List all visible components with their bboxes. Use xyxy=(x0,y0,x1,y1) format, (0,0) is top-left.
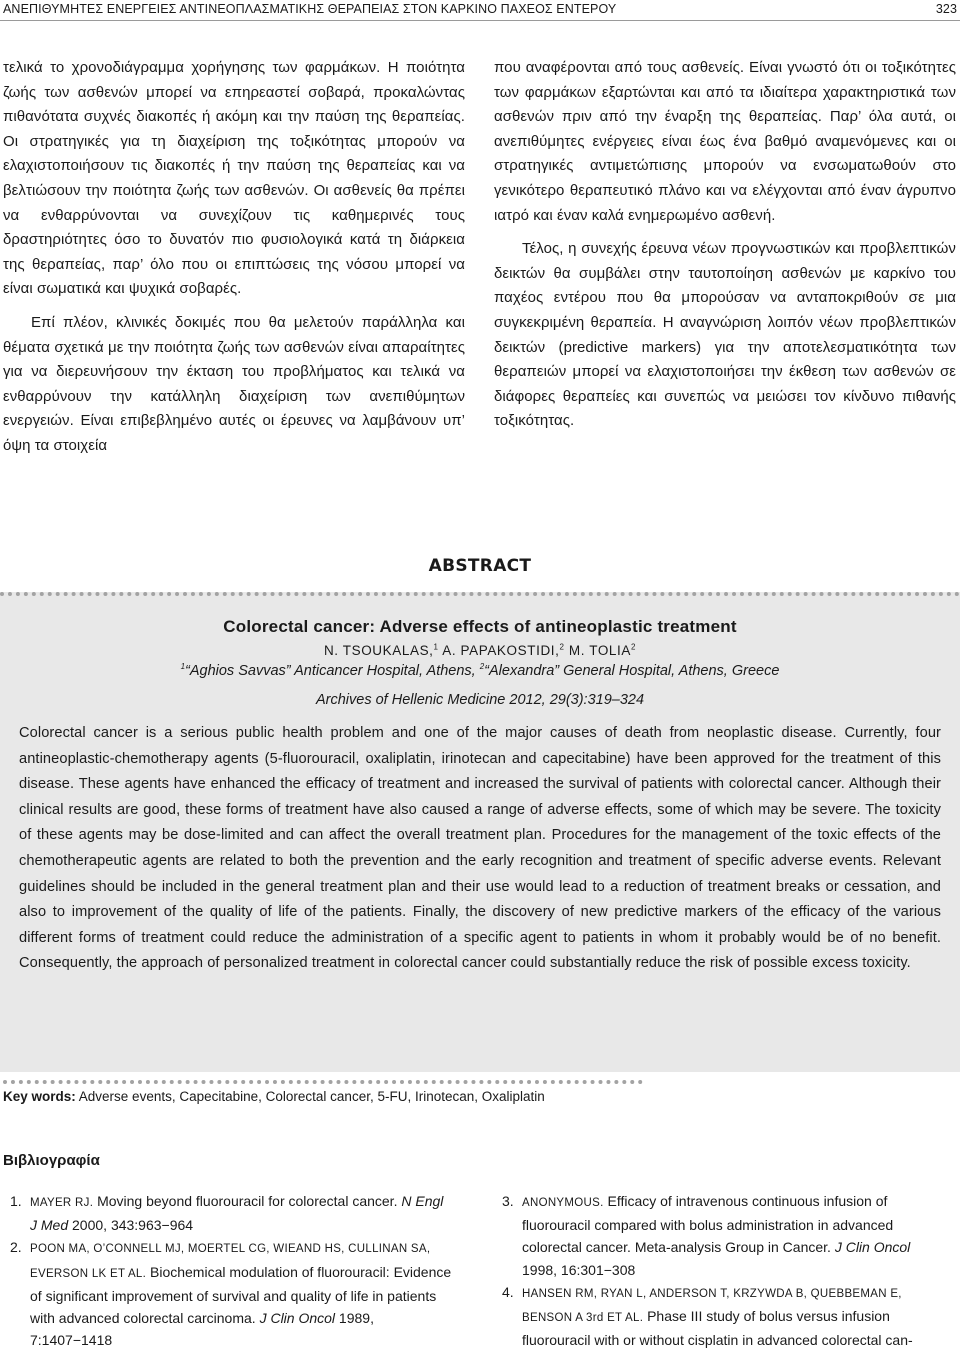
reference-journal: N Engl J Med xyxy=(30,1193,444,1234)
reference-number: 2. xyxy=(10,1239,22,1256)
reference-number: 1. xyxy=(10,1193,22,1209)
abstract-box xyxy=(0,592,960,1072)
affiliation-mark: 1 xyxy=(180,662,186,672)
keywords xyxy=(3,1080,643,1104)
abstract-citation: Archives of Hellenic Medicine 2012, 29(3):319–324 xyxy=(315,692,645,708)
reference-number: 4. xyxy=(502,1283,514,1300)
affiliation-mark: 2 xyxy=(479,662,485,672)
reference-item xyxy=(502,1281,946,1351)
running-title: ΑΝΕΠΙΘΥΜΗΤΕΣ ΕΝΕΡΓΕΙΕΣ ΑΝΤΙΝΕΟΠΛΑΣΜΑΤΙΚΗΣ ΘΕΡΑΠΕΙΑΣ ΣΤΟΝ ΚΑΡΚΙΝΟ ΠΑΧΕΟΣ ΕΝΤΕΡΟΥ xyxy=(3,2,617,16)
reference-details: 1989, 7:1407−1418 xyxy=(30,1310,374,1349)
reference-item xyxy=(502,1190,946,1281)
reference-title: Biochemical modulation of fluorouracil: Evidence of significant improvement of survival and quality of life in patients with advanced colorectal carcinoma. xyxy=(30,1263,452,1327)
affiliation: “Aghios Savvas” Anticancer Hospital, Athens, xyxy=(185,663,480,679)
reference-number: 3. xyxy=(502,1193,514,1209)
abstract-affiliations xyxy=(0,663,960,679)
reference-title: Phase III study of bolus versus infusion fluorouracil with or without cisplatin in advanced colorectal can- xyxy=(522,1308,913,1349)
bibliography-heading: Βιβλιογραφία xyxy=(3,1152,100,1169)
author-affiliation-mark: 2 xyxy=(630,642,637,652)
author-name: A. PAPAKOSTIDI, xyxy=(438,643,560,658)
reference-journal: J Clin Oncol xyxy=(259,1310,336,1327)
reference-authors: HANSEN RM, RYAN L, ANDERSON T, KRZYWDA B, QUEBBEMAN E, BENSON A 3rd ET AL. xyxy=(522,1287,902,1325)
reference-title: Moving beyond fluorouracil for colorectal cancer. xyxy=(93,1193,402,1209)
abstract-heading: ABSTRACT xyxy=(428,556,532,576)
page-number: 323 xyxy=(935,2,957,16)
reference-authors: ANONYMOUS. xyxy=(522,1197,604,1209)
running-header xyxy=(0,0,960,21)
keywords-label: Key words: xyxy=(3,1089,76,1104)
body-column-left xyxy=(3,56,465,459)
reference-list-right xyxy=(502,1190,946,1351)
keywords-value: Adverse events, Capecitabine, Colorectal cancer, 5-FU, Irinotecan, Oxaliplatin xyxy=(75,1089,545,1104)
reference-list-left xyxy=(10,1190,454,1351)
reference-journal: J Clin Oncol xyxy=(834,1239,911,1256)
body-paragraph: Τέλος, η συνεχής έρευνα νέων προγνωστικών και προβλεπτικών δεικτών θα συμβάλει στην ταυτοποίηση ασθενών με καρκίνο του παχέος εντέρου που θα μπορούσαν να ανταποκριθούν σε μια συγκεκριμένη θεραπεία. Η αναγνώριση λοιπόν νέων προβλεπτικών δεικτών (predictive markers) για την αποτελεσματικότητα των θεραπειών μπορεί να ελαχιστοποιήσει την έκθεση των ασθενών σε διάφορες θεραπείες και συνεπώς να μειώσει τον κίνδυνο πιθανής τοξικότητας. xyxy=(494,240,956,430)
reference-details: 1998, 16:301−308 xyxy=(522,1261,636,1278)
reference-item xyxy=(10,1190,454,1236)
abstract-text: Colorectal cancer is a serious public health problem and one of the major causes of death from neoplastic disease. Currently, four antineoplastic-chemotherapy agents (5-fluorouracil, oxaliplatin, irinotecan and capecitabine) have been approved for the treatment of this disease. These agents have enhanced the efficacy of treatment and increased the survival of patients with colorectal cancer. Although their clinical results are good, these forms of treatment have also caused a range of adverse effects, some of which may be severe. The toxicity of these agents may be dose-limited and can affect the overall treatment plan. Procedures for the management of the toxic effects of the chemotherapeutic agents are related to both the prevention and the early recognition and treatment of specific adverse events. Relevant guidelines should be included in the general treatment plan and their use would lead to a reduction of treatment breaks or cessation, and also to improvement of the quality of life of the patients. Finally, the discovery of new predictive markers of the efficacy of the various different forms of treatment could reduce the administration of a specific agent to patients in whom it probably would be of no benefit. Consequently, the approach of personalized treatment in colorectal cancer could substantially reduce the risk of possible excess toxicity. xyxy=(19,725,941,972)
body-paragraph: τελικά το χρονοδιάγραμμα χορήγησης των φαρμάκων. Η ποιότητα ζωής των ασθενών μπορεί να επηρεαστεί σοβαρά, προκαλώντας πιθανότατα συχνές διακοπές ή ακόμη και την παύση της θεραπείας. Οι στρατηγικές για τη διαχείριση της τοξικότητας μπορούν να ελαχιστοποιήσουν τις διακοπές ή την παύση της θεραπείας και να βελτιώσουν την ποιότητα ζωής των ασθενών. Οι ασθενείς θα πρέπει να ενθαρρύνονται να συνεχίζουν τις καθημερινές τους δραστηριότητες όσο το δυνατόν πιο φυσιολογικά κατά τη διάρκεια της θεραπείας, παρ’ όλο που οι επιπτώσεις της νόσου μπορεί να είναι σωματικά και ψυχικά σοβαρές. xyxy=(3,59,465,298)
author-affiliation-mark: 2 xyxy=(559,642,565,652)
abstract-authors xyxy=(0,643,960,658)
author-name: N. TSOUKALAS, xyxy=(323,643,434,658)
reference-item xyxy=(10,1236,454,1351)
reference-details: 2000, 343:963−964 xyxy=(68,1217,194,1234)
body-paragraph: που αναφέρονται από τους ασθενείς. Είναι γνωστό ότι οι τοξικότητες των φαρμάκων εξαρτώνται και από τα ιδιαίτερα χαρακτηριστικά των ασθενών πριν από την έναρξη της θεραπείας. Παρ’ όλα αυτά, οι ανεπιθύμητες ενέργειες είναι έως ένα βαθμό αναμενόμενες και οι στρατηγικές αντιμετώπισης μπορούν να ενσωματωθούν στο γενικότερο θεραπευτικό πλάνο και να ελέγχονται από έναν άγρυπνο ιατρό και έναν καλά ενημερωμένο ασθενή. xyxy=(494,59,956,224)
author-name: M. TOLIA xyxy=(564,643,631,658)
abstract-title: Colorectal cancer: Adverse effects of antineoplastic treatment xyxy=(223,617,737,636)
affiliation: “Alexandra” General Hospital, Athens, Greece xyxy=(484,663,780,679)
reference-authors: MAYER RJ. xyxy=(30,1197,94,1209)
reference-title: Efficacy of intravenous continuous infusion of fluorouracil compared with bolus administration in advanced colorectal cancer. Meta-analysis Group in Cancer. xyxy=(522,1193,894,1256)
body-column-right xyxy=(494,56,956,434)
author-affiliation-mark: 1 xyxy=(433,642,439,652)
reference-authors: POON MA, O’CONNELL MJ, MOERTEL CG, WIEAND HS, CULLINAN SA, EVERSON LK ET AL. xyxy=(30,1243,431,1280)
body-paragraph: Επί πλέον, κλινικές δοκιμές που θα μελετούν παράλληλα και θέματα σχετικά με την ποιότητα ζωής των ασθενών είναι απαραίτητες για να διερευνήσουν την έκταση του προβλήματος και τελικά να ενθαρρύνουν την κατάλληλη διαχείριση των ανεπιθύμητων ενεργειών. Είναι επιβεβλημένο αυτές οι έρευνες να λαμβάνουν υπ’ όψη τα στοιχεία xyxy=(3,313,465,454)
